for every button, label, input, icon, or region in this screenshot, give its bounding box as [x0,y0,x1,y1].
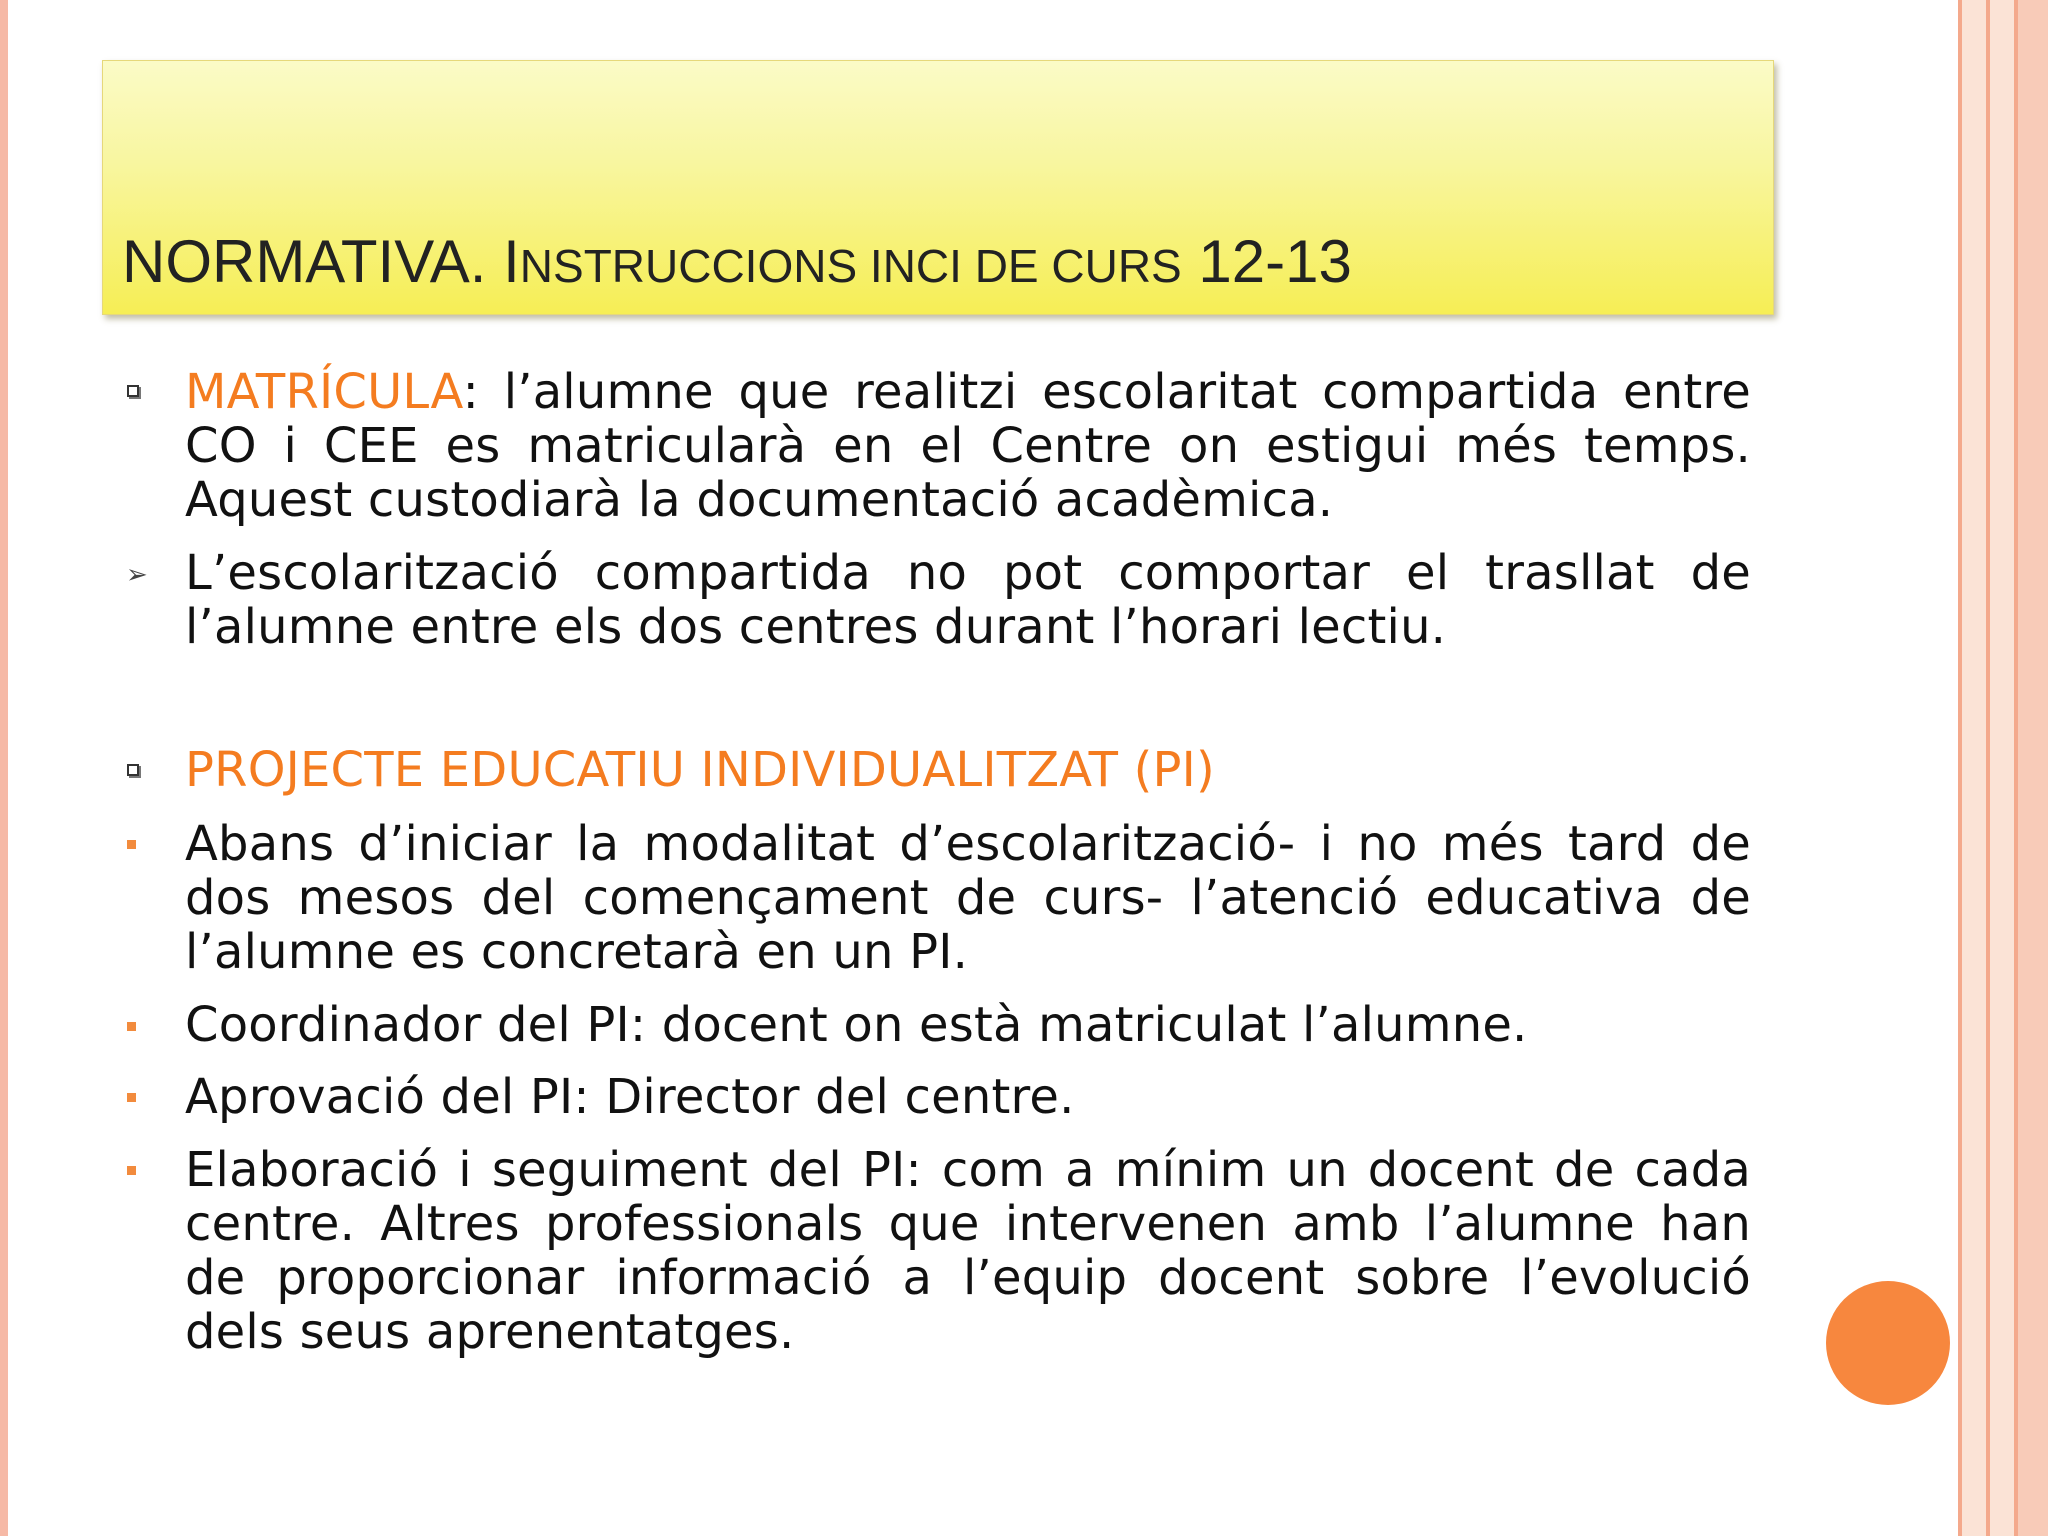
small-square-icon [127,1022,136,1031]
title-part-3: 12-13 [1181,228,1352,295]
left-border [0,0,8,1536]
matricula-paragraph [185,365,1751,527]
pi-item: Coordinador del PI: docent on està matriculat l’alumne. [185,997,1528,1053]
arrow-right-icon: ➢ [126,560,148,590]
small-square-icon [127,1093,136,1102]
slide-title [122,228,1352,295]
trasllat-paragraph: L’escolarització compartida no pot comportar el trasllat de l’alumne entre els dos centres durant l’horari lectiu. [185,545,1751,655]
right-stripe [1990,0,2014,1536]
right-stripe [1962,0,1986,1536]
pi-heading: PROJECTE EDUCATIU INDIVIDUALITZAT (PI) [185,742,1215,798]
small-square-icon [127,840,136,849]
pi-item: Abans d’iniciar la modalitat d’escolarització- i no més tard de dos mesos del començament de curs- l’atenció educativa de l’alumne es concretarà en un PI. [185,816,1751,980]
title-part-1: NORMATIVA. I [122,228,520,295]
matricula-text: : l’alumne que realitzi escolaritat compartida entre CO i CEE es matricularà en el Centre on estigui més temps. Aquest custodiarà la documentació acadèmica. [185,364,1751,528]
hollow-square-icon [127,385,139,397]
pi-item: Aprovació del PI: Director del centre. [185,1069,1075,1125]
right-stripe [2018,0,2048,1536]
pi-item: Elaboració i seguiment del PI: com a mínim un docent de cada centre. Altres professionals que intervenen amb l’alumne han de proporcionar informació a l’equip docent sobre l’evolució dels seus aprenentatges. [185,1142,1751,1360]
decorative-circle [1826,1281,1950,1405]
title-part-2: NSTRUCCIONS INCI DE CURS [519,240,1182,292]
matricula-label: MATRÍCULA [185,364,463,420]
small-square-icon [127,1166,136,1175]
hollow-square-icon [127,764,139,776]
